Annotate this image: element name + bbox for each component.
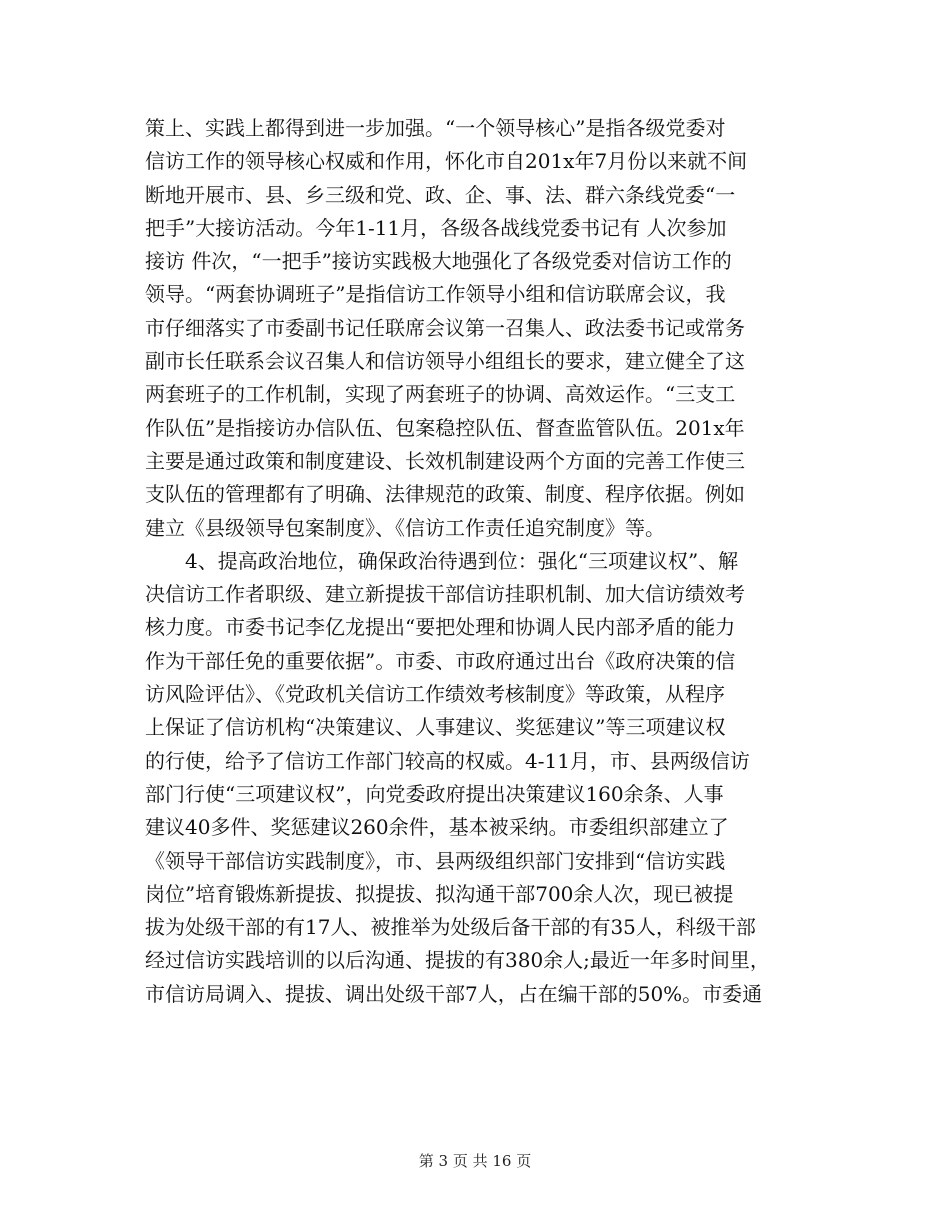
text-line: 决信访工作者职级、建立新提拔干部信访挂职机制、加大信访绩效考 xyxy=(145,582,745,607)
text-line: 作队伍”是指接访办信队伍、包案稳控队伍、督查监管队伍。201x年 xyxy=(145,415,745,440)
text-line: 支队伍的管理都有了明确、法律规范的政策、制度、程序依据。例如 xyxy=(145,482,745,507)
text-line: 访风险评估》、《党政机关信访工作绩效考核制度》等政策，从程序 xyxy=(145,682,725,707)
text-line: 市信访局调入、提拔、调出处级干部7人，占在编干部的50%。市委通 xyxy=(145,981,763,1006)
text-line: 领导。“两套协调班子”是指信访工作领导小组和信访联席会议，我 xyxy=(145,282,726,307)
text-line: 上保证了信访机构“决策建议、人事建议、奖惩建议”等三项建议权 xyxy=(145,715,726,740)
text-line: 信访工作的领导核心权威和作用，怀化市自201x年7月份以来就不间 xyxy=(145,149,748,174)
text-line: 两套班子的工作机制，实现了两套班子的协调、高效运作。“三支工 xyxy=(145,382,736,407)
text-line: 岗位”培育锻炼新提拔、拟提拔、拟沟通干部700余人次，现已被提 xyxy=(145,881,734,906)
text-line: 建议40多件、奖惩建议260余件，基本被采纳。市委组织部建立了 xyxy=(145,815,729,840)
text-line: 市仔细落实了市委副书记任联席会议第一召集人、政法委书记或常务 xyxy=(145,315,745,340)
text-line: 接访 件次，“一把手”接访实践极大地强化了各级党委对信访工作的 xyxy=(145,249,732,274)
text-line: 部门行使“三项建议权”，向党委政府提出决策建议160余条、人事 xyxy=(145,781,724,806)
text-line: 拔为处级干部的有17人、被推举为处级后备干部的有35人，科级干部 xyxy=(145,915,756,940)
text-line: 把手”大接访活动。今年1-11月，各级各战线党委书记有 人次参加 xyxy=(145,215,727,240)
text-line: 作为干部任免的重要依据”。市委、市政府通过出台《政府决策的信 xyxy=(145,648,736,673)
document-body xyxy=(145,112,810,1011)
text-line: 副市长任联系会议召集人和信访领导小组组长的要求，建立健全了这 xyxy=(145,349,745,374)
text-line: 核力度。市委书记李亿龙提出“要把处理和协调人民内部矛盾的能力 xyxy=(145,615,736,640)
text-line: 4、提高政治地位，确保政治待遇到位：强化“三项建议权”、解 xyxy=(145,548,739,573)
text-line: 的行使，给予了信访工作部门较高的权威。4-11月，市、县两级信访 xyxy=(145,748,750,773)
text-line: 建立《县级领导包案制度》、《信访工作责任追究制度》等。 xyxy=(145,515,665,540)
text-line: 《领导干部信访实践制度》，市、县两级组织部门安排到“信访实践 xyxy=(145,848,726,873)
page-footer: 第 3 页 共 16 页 xyxy=(418,1152,532,1170)
text-line: 断地开展市、县、乡三级和党、政、企、事、法、群六条线党委“一 xyxy=(145,182,736,207)
text-line: 策上、实践上都得到进一步加强。“一个领导核心”是指各级党委对 xyxy=(145,116,726,140)
text-line: 经过信访实践培训的以后沟通、提拔的有380余人;最近一年多时间里， xyxy=(145,948,770,973)
text-line: 主要是通过政策和制度建设、长效机制建设两个方面的完善工作使三 xyxy=(145,448,745,473)
